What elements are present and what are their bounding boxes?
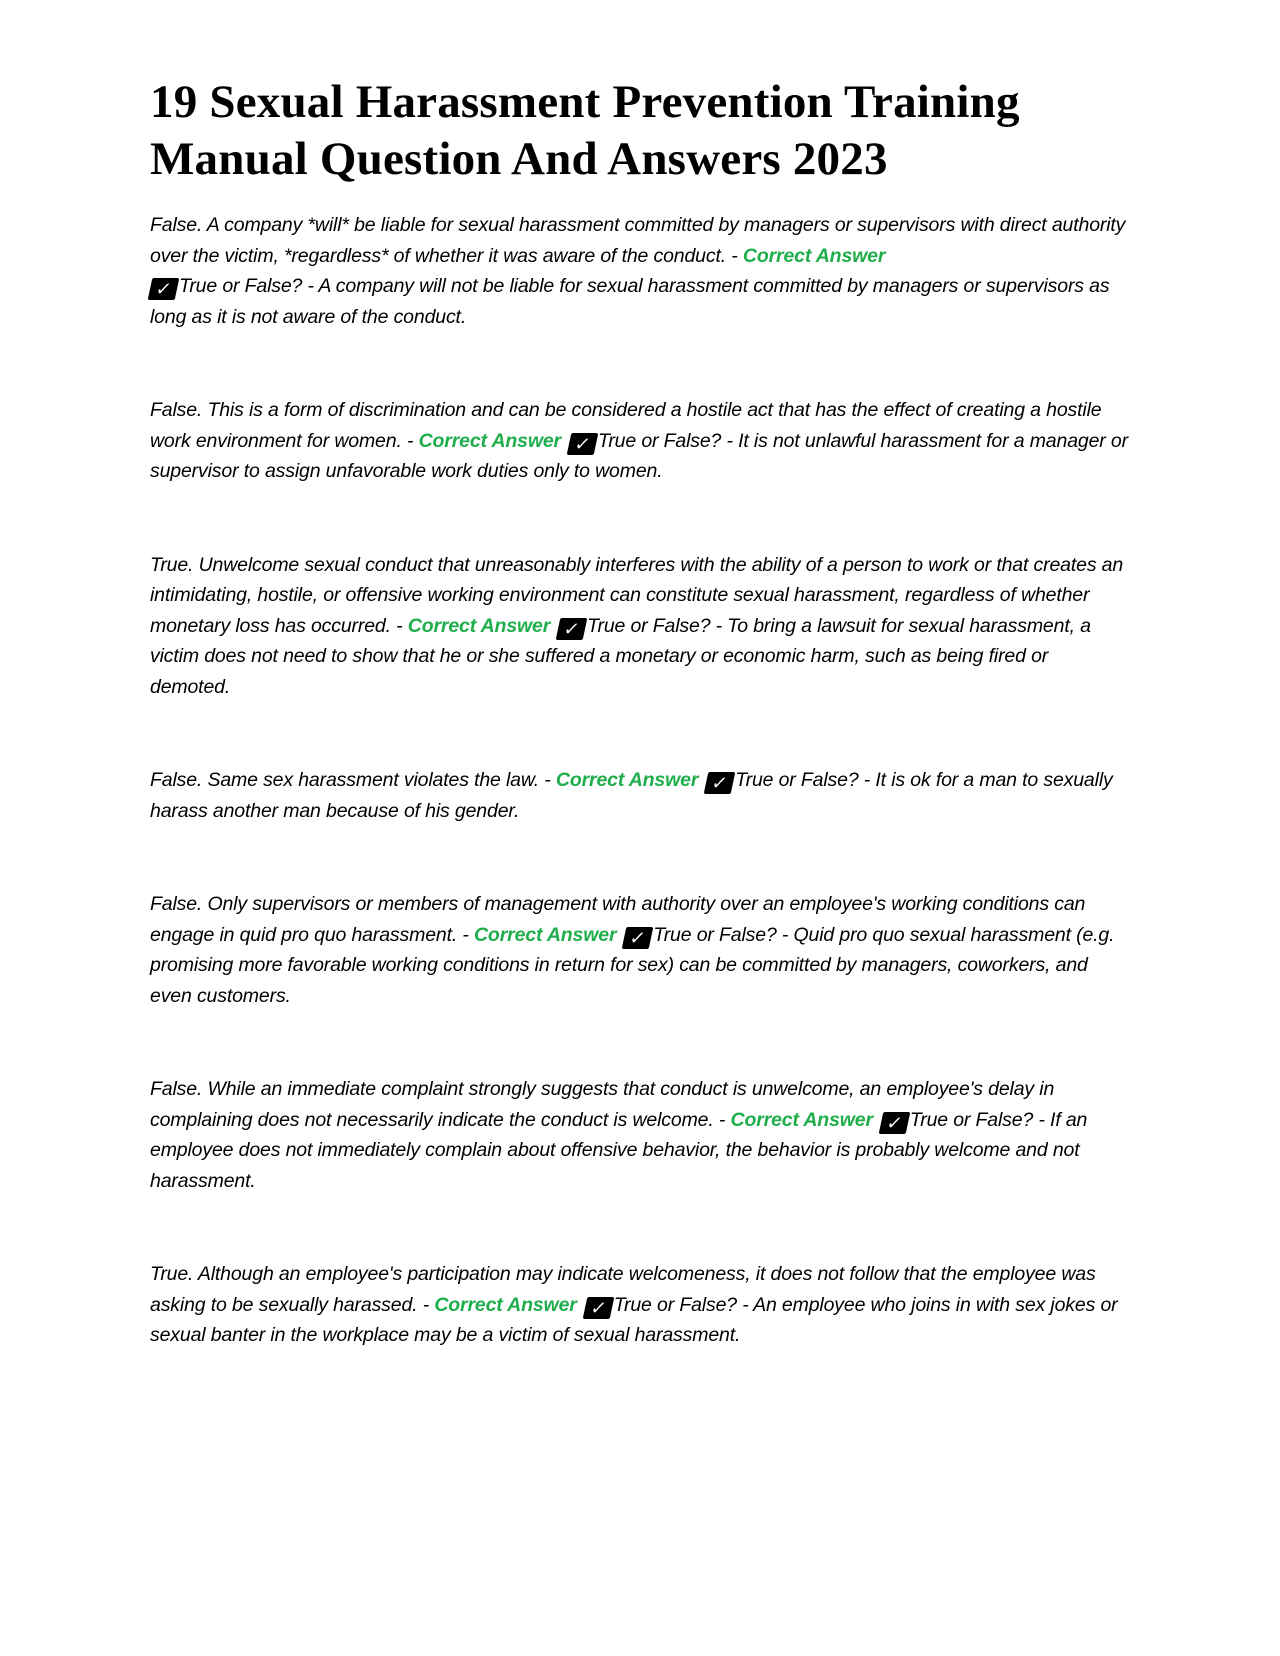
checkmark-icon: ✓: [582, 1297, 614, 1319]
correct-answer-label: Correct Answer: [474, 923, 617, 946]
qa-entry: [150, 889, 1130, 1011]
document-page: [150, 74, 1130, 1414]
question-text: True or False? - To bring a lawsuit for sexual harassment, a victim does not need to show that he or she suffered a monetary or economic harm, such as being fired or demoted.: [150, 614, 1091, 698]
answer-text: False. A company *will* be liable for sexual harassment committed by managers or supervisors with direct authority over the victim, *regardless* of whether it was aware of the conduct. -: [150, 214, 1126, 267]
question-text: True or False? - Quid pro quo sexual harassment (e.g. promising more favorable working conditions in return for sex) can be committed by managers, coworkers, and even customers.: [150, 923, 1115, 1007]
correct-answer-label: Correct Answer: [742, 244, 886, 267]
qa-entry: [150, 1074, 1130, 1196]
answer-text: False. This is a form of discrimination and can be considered a hostile act that has the effect of creating a hostile work environment for women. -: [150, 399, 1102, 452]
answer-text: False. While an immediate complaint strongly suggests that conduct is unwelcome, an employee's delay in complaining does not necessarily indicate the conduct is welcome. -: [150, 1078, 1055, 1131]
correct-answer-label: Correct Answer: [555, 769, 699, 791]
checkmark-icon: ✓: [622, 927, 654, 949]
correct-answer-label: Correct Answer: [407, 614, 551, 637]
qa-entry: [150, 210, 1130, 332]
question-text: True or False? - It is ok for a man to sexually harass another man because of his gender.: [150, 769, 1113, 822]
checkmark-icon: ✓: [556, 618, 588, 640]
checkmark-icon: ✓: [567, 433, 599, 455]
question-text: True or False? - If an employee does not immediately complain about offensive behavior, the behavior is probably welcome and not harassment.: [150, 1108, 1088, 1192]
correct-answer-label: Correct Answer: [418, 429, 561, 452]
question-text: True or False? - An employee who joins in with sex jokes or sexual banter in the workplace may be a victim of sexual harassment.: [150, 1293, 1118, 1346]
checkmark-icon: ✓: [879, 1112, 911, 1134]
answer-text: True. Unwelcome sexual conduct that unreasonably interferes with the ability of a person to work or that creates an intimidating, hostile, or offensive working environment can constitute sexual harassment, regardless of whether monetary loss has occurred. -: [150, 553, 1124, 637]
answer-text: False. Only supervisors or members of management with authority over an employee's working conditions can engage in quid pro quo harassment. -: [150, 893, 1086, 946]
answer-text: True. Although an employee's participation may indicate welcomeness, it does not follow that the employee was asking to be sexually harassed. -: [150, 1263, 1096, 1316]
answer-text: False. Same sex harassment violates the law. -: [150, 769, 556, 791]
correct-answer-label: Correct Answer: [730, 1108, 873, 1131]
qa-entry: [150, 765, 1130, 826]
qa-entry: [150, 395, 1130, 487]
document-title: 19 Sexual Harassment Prevention Training Manual Question And Answers 2023: [150, 76, 1020, 185]
question-text: True or False? - A company will not be liable for sexual harassment committed by managers or supervisors as long as it is not aware of the conduct.: [150, 275, 1110, 328]
checkmark-icon: ✓: [148, 278, 180, 300]
qa-entry: [150, 1259, 1130, 1351]
correct-answer-label: Correct Answer: [434, 1293, 577, 1316]
qa-entry: [150, 550, 1130, 703]
question-text: True or False? - It is not unlawful harassment for a manager or supervisor to assign unfavorable work duties only to women.: [150, 429, 1128, 482]
checkmark-icon: ✓: [704, 772, 736, 794]
